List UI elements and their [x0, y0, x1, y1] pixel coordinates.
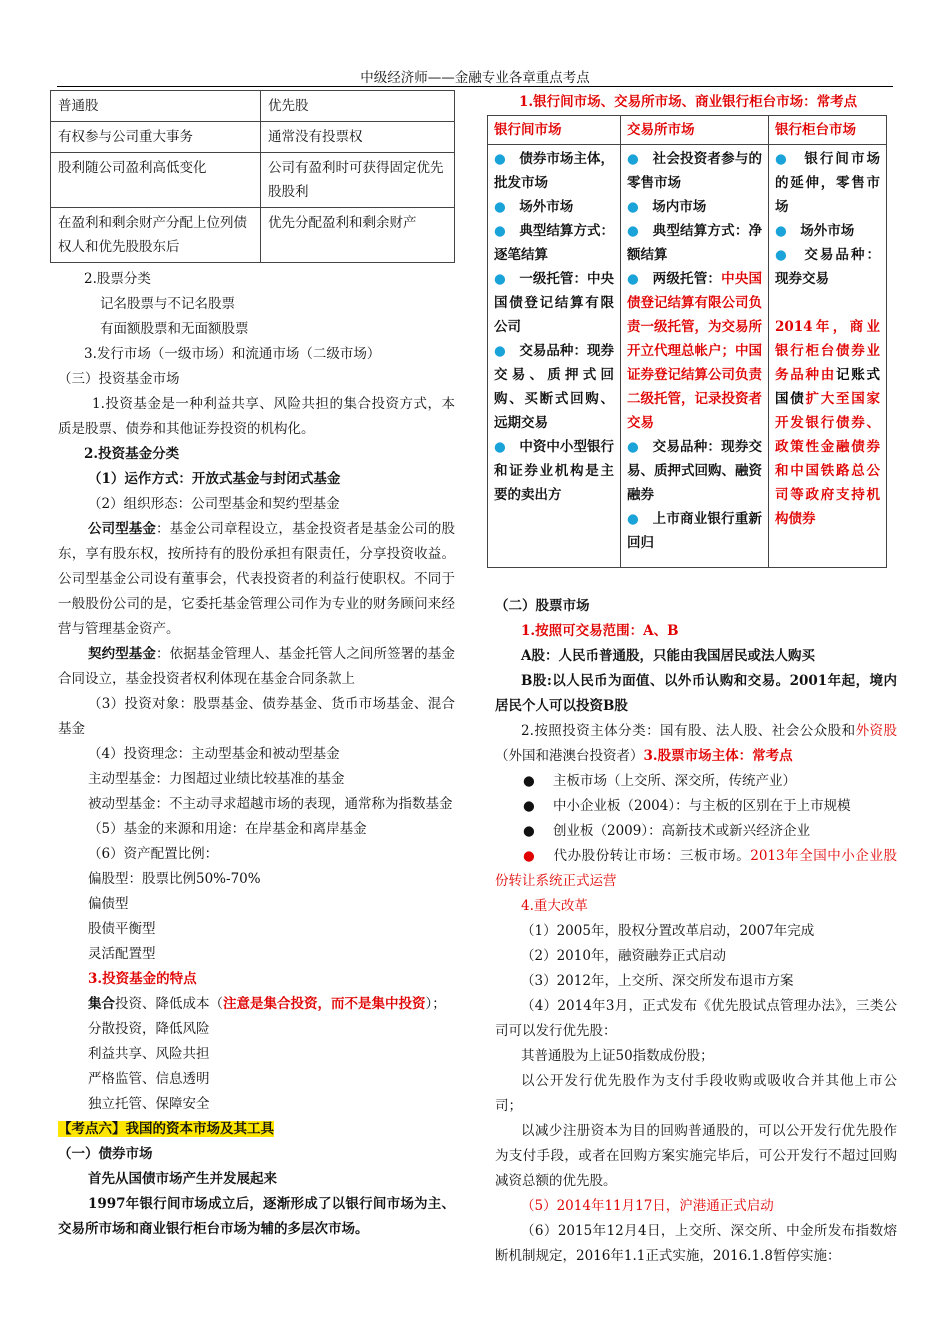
section-heading: （三）投资基金市场 — [58, 371, 180, 387]
cell-item: 社会投资者参与的零售市场 — [627, 151, 763, 191]
reform-item: （1）2005年，股权分置改革启动，2007年完成 — [521, 923, 815, 939]
cell-item: 两级托管： — [652, 271, 722, 287]
table-row — [51, 208, 455, 263]
fund-class-item: （5）基金的来源和用途：在岸基金和离岸基金 — [88, 821, 367, 837]
contract-fund-paragraph — [50, 642, 455, 692]
table-row — [488, 145, 887, 568]
feature-note: 注意是集合投资，而不是集中投资 — [223, 996, 426, 1012]
fund-class-item: 主动型基金：力图超过业绩比较基准的基金 — [88, 771, 345, 787]
table-cell: 在盈利和剩余财产分配上位列债权人和优先股股东后 — [51, 208, 261, 263]
fund-feature: 分散投资，降低风险 — [88, 1021, 210, 1037]
table-cell: 通常没有投票权 — [261, 122, 455, 153]
exchange-cell: ● 社会投资者参与的零售市场 ● 场内市场 ● 典型结算方式：净额结算 ● 两级托管：中央国债登记结算有限公司负责一级托管，为交易所开立代理总帐户；中国证券登记结算公司负责二级托管，记录投资者交易 ● 交易品种：现券交易、质押式回购、融资融券 ● 上市商业银行重新回归 — [621, 145, 769, 568]
table-row — [51, 91, 455, 122]
share-type: B股:以人民币为面值、以外币认购和交易。2001年起，境内居民个人可以投资B股 — [495, 673, 897, 714]
reform-item: （6）2015年12月4日，上交所、深交所、中金所发布指数熔断机制规定，2016年1.1正式实施，2016.1.8暂停实施： — [495, 1223, 897, 1264]
cell-item: 典型结算方式：逐笔结算 — [494, 223, 615, 263]
fund-feature: 独立托管、保障安全 — [88, 1096, 210, 1112]
interbank-cell: ● 债券市场主体，批发市场 ● 场外市场 ● 典型结算方式：逐笔结算 ● 一级托管：中央国债登记结算有限公司 ● 交易品种：现券交易、质押式回购、买断式回购、远期交易 ● 中资中小型银行和证券业机构是主要的卖出方 — [488, 145, 621, 568]
allocation-item: 偏股型：股票比例50%-70% — [88, 871, 261, 887]
market-bullet: ● 代办股份转让市场：三板市场。2013年全国中小企业股份转让系统正式运营 — [495, 848, 898, 889]
bullet-text: 创业板（2009）：高新技术或新兴经济企业 — [553, 823, 811, 839]
cell-item: 上市商业银行重新回归 — [627, 511, 763, 551]
reform-item: （5）2014年11月17日，沪港通正式启动 — [521, 1198, 774, 1214]
reform-item: （3）2012年，上交所、深交所发布退市方案 — [521, 973, 794, 989]
subheading: 4.重大改革 — [521, 898, 588, 914]
fund-definition: 1.投资基金是一种利益共享、风险共担的集合投资方式，本质是股票、债券和其他证券投资的机构化。 — [58, 396, 455, 437]
highlighted-heading: 【考点六】我国的资本市场及其工具 — [58, 1121, 274, 1137]
bullet-text: 代办股份转让市场：三板市场。 — [553, 848, 751, 864]
bond-markets-table — [487, 115, 887, 568]
fund-feature: 利益共享、风险共担 — [88, 1046, 210, 1062]
reform-item: （2）2010年，融资融券正式启动 — [521, 948, 726, 964]
right-column — [487, 90, 897, 1269]
cell-item: 场外市场 — [519, 199, 574, 215]
feature-keyword: 集合 — [88, 996, 115, 1012]
fund-feature: 严格监管、信息透明 — [88, 1071, 210, 1087]
feature-text: 投资、降低成本（ — [115, 996, 223, 1012]
cell-item: 2014年，商业银行柜台债券业务品种由 — [775, 319, 880, 383]
fund-class-item: （3）投资对象：股票基金、债券基金、货币市场基金、混合基金 — [58, 696, 455, 737]
term: 公司型基金 — [88, 521, 156, 537]
fund-class-item: （6）资产配置比例： — [88, 846, 219, 862]
fund-class-item: （4）投资理念：主动型基金和被动型基金 — [88, 746, 340, 762]
share-type: A股：人民币普通股，只能由我国居民或法人购买 — [521, 648, 815, 664]
table-header: 交易所市场 — [621, 116, 769, 145]
table-row — [51, 122, 455, 153]
bond-market-text: 首先从国债市场产生并发展起来 — [88, 1171, 277, 1187]
definition: ：基金公司章程设立，基金投资者是基金公司的股东，享有股东权，按所持有的股份承担有限责任，分享投资收益。公司型基金公司设有董事会，代表投资者的利益行使职权。不同于一般股份公司的是，它委托基金管理公司作为专业的财务顾问来经营与管理基金资产。 — [58, 521, 456, 637]
table-header: 银行柜台市场 — [769, 116, 887, 145]
corporate-fund-paragraph — [50, 517, 455, 642]
fund-features-heading: 3.投资基金的特点 — [88, 971, 197, 987]
section-heading: （一）债券市场 — [58, 1146, 153, 1162]
table-header: 银行间市场 — [488, 116, 621, 145]
market-table-title: 1.银行间市场、交易所市场、商业银行柜台市场：常考点 — [519, 94, 858, 110]
allocation-item: 股债平衡型 — [88, 921, 156, 937]
reform-item: （4）2014年3月，正式发布《优先股试点管理办法》，三类公司可以发行优先股： — [495, 998, 897, 1039]
cell-item: 交易品种：现券交易、质押式回购、买断式回购、远期交易 — [494, 343, 615, 431]
allocation-item: 偏债型 — [88, 896, 129, 912]
header-rule — [57, 86, 893, 87]
counter-cell: ● 银行间市场的延伸，零售市场 ● 场外市场 ● 交易品种：现券交易 2014年，商业银行柜台债券业务品种由记账式国债扩大至国家开发银行债券、政策性金融债券和中国铁路总公司等政府支持机构债券 — [769, 145, 887, 568]
reform-condition: 以公开发行优先股作为支付手段收购或吸收合并其他上市公司； — [495, 1073, 897, 1114]
market-types: 3.发行市场（一级市场）和流通市场（二级市场） — [84, 346, 381, 362]
bullet-text: 主板市场（上交所、深交所，传统产业） — [553, 773, 796, 789]
cell-item: 扩大至国家开发银行债券、政策性金融债券和中国铁路总公司等政府支持机构债券 — [775, 391, 880, 527]
stock-class-item: 记名股票与不记名股票 — [100, 296, 235, 312]
subheading: 1.按照可交易范围：A、B — [521, 623, 679, 639]
section-heading: （二）股票市场 — [495, 598, 590, 614]
bond-market-text: 1997年银行间市场成立后，逐渐形成了以银行间市场为主、交易所市场和商业银行柜台市场为辅的多层次市场。 — [58, 1196, 455, 1237]
fund-class-item: 被动型基金：不主动寻求超越市场的表现，通常称为指数基金 — [88, 796, 453, 812]
page-header: 中级经济师——金融专业各章重点考点 — [360, 70, 590, 86]
fund-feature — [50, 992, 455, 1017]
cell-item: 交易品种：现券交易、质押式回购、融资融券 — [627, 439, 763, 503]
market-bullet: ● 创业板（2009）：高新技术或新兴经济企业 — [523, 823, 811, 839]
text: （外国和港澳台投资者） — [495, 748, 644, 764]
key-point-heading — [50, 1117, 455, 1142]
table-cell: 优先分配盈利和剩余财产 — [261, 208, 455, 263]
table-cell: 股利随公司盈利高低变化 — [51, 153, 261, 208]
definition: ：依据基金管理人、基金托管人之间所签署的基金合同设立，基金投资者权利体现在基金合同条款上 — [58, 646, 456, 687]
table-cell: 优先股 — [261, 91, 455, 122]
text: 2.按照投资主体分类：国有股、法人股、社会公众股和 — [521, 723, 856, 739]
term: 契约型基金 — [88, 646, 156, 662]
fund-class-item: （1）运作方式：开放式基金与封闭式基金 — [88, 471, 341, 487]
cell-item: 中资中小型银行和证券业机构是主要的卖出方 — [494, 439, 615, 503]
cell-item: 一级托管：中央国债登记结算有限公司 — [494, 271, 615, 335]
bullet-emphasis: 2013年全国中小企业股份转让系统正式运营 — [495, 848, 898, 889]
feature-text: ）； — [425, 996, 446, 1012]
table-row — [51, 153, 455, 208]
market-bullet: ● 中小企业板（2004）：与主板的区别在于上市规模 — [523, 798, 851, 814]
stock-classification: 2.股票分类 — [84, 271, 151, 287]
table-cell: 公司有盈利时可获得固定优先股股利 — [261, 153, 455, 208]
table-header-row — [488, 116, 887, 145]
market-bullet: ● 主板市场（上交所、深交所，传统产业） — [523, 773, 796, 789]
stock-class-item: 有面额股票和无面额股票 — [100, 321, 249, 337]
cell-item: 交易品种：现券交易 — [775, 247, 881, 287]
cell-item: 银行间市场的延伸，零售市场 — [775, 151, 881, 215]
table-cell: 有权参与公司重大事务 — [51, 122, 261, 153]
reform-condition: 其普通股为上证50指数成份股； — [521, 1048, 714, 1064]
reform-condition: 以减少注册资本为目的回购普通股的，可以公开发行优先股作为支付手段，或者在回购方案实施完毕后，可公开发行不超过回购减资总额的优先股。 — [495, 1123, 897, 1189]
fund-class-item: （2）组织形态：公司型基金和契约型基金 — [88, 496, 340, 512]
allocation-item: 灵活配置型 — [88, 946, 156, 962]
emphasis: 3.股票市场主体：常考点 — [643, 748, 793, 764]
investor-classification — [487, 719, 897, 769]
fund-classification-heading: 2.投资基金分类 — [84, 446, 180, 462]
common-vs-preferred-table — [50, 90, 455, 263]
left-column — [50, 90, 455, 1242]
cell-item: 典型结算方式：净额结算 — [627, 223, 763, 263]
table-cell: 普通股 — [51, 91, 261, 122]
cell-item: 债券市场主体，批发市场 — [494, 151, 615, 191]
cell-item-emphasis: 中央国债登记结算有限公司负责一级托管，为交易所开立代理总帐户；中国证券登记结算公司负责二级托管，记录投资者交易 — [627, 271, 763, 431]
cell-item: 场内市场 — [652, 199, 707, 215]
cell-item: 场外市场 — [800, 223, 855, 239]
emphasis: 外资股 — [855, 723, 897, 739]
cell-item: 记账式国债 — [775, 367, 880, 407]
bullet-text: 中小企业板（2004）：与主板的区别在于上市规模 — [553, 798, 851, 814]
